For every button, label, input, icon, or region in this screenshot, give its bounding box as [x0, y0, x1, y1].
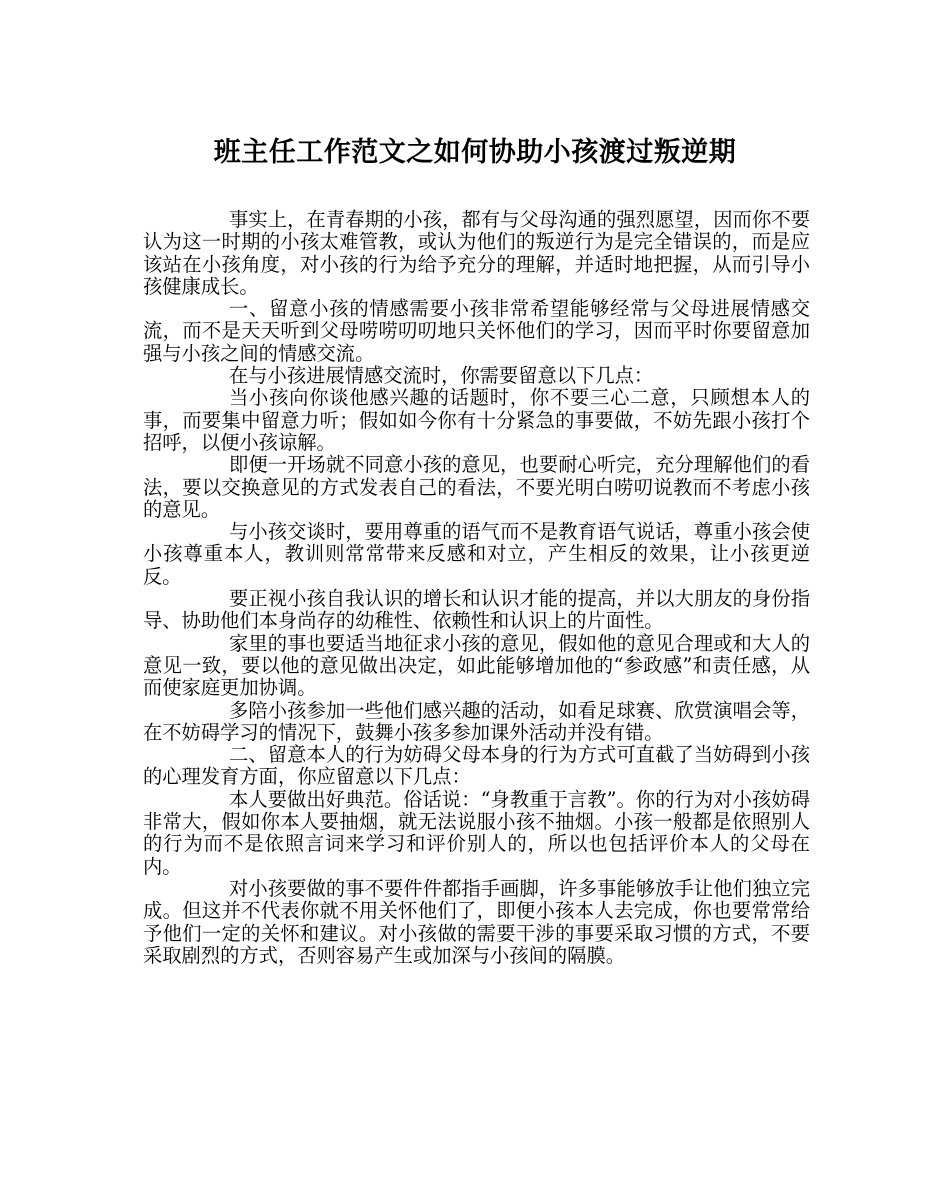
paragraph: 即便一开场就不同意小孩的意见，也要耐心听完，充分理解他们的看法，要以交换意见的方式发表自己的看法，不要光明白唠叨说教而不考虑小孩的意见。 [143, 453, 810, 521]
paragraph: 本人要做出好典范。俗话说：“身教重于言教”。你的行为对小孩妨碍非常大，假如你本人要抽烟，就无法说服小孩不抽烟。小孩一般都是依照别人的行为而不是依照言词来学习和评价别人的，所以也包括评价本人的父母在内。 [143, 787, 810, 878]
document-title: 班主任工作范文之如何协助小孩渡过叛逆期 [213, 137, 737, 168]
paragraph: 家里的事也要适当地征求小孩的意见，假如他的意见合理或和大人的意见一致，要以他的意见做出决定，如此能够增加他的“参政感”和责任感，从而使家庭更加协调。 [143, 631, 810, 700]
paragraph: 多陪小孩参加一些他们感兴趣的活动，如看足球赛、欣赏演唱会等，在不妨碍学习的情况下，鼓舞小孩多参加课外活动并没有错。 [143, 698, 810, 744]
paragraph: 当小孩向你谈他感兴趣的话题时，你不要三心二意，只顾想本人的事，而要集中留意力听；假如如今你有十分紧急的事要做，不妨先跟小孩打个招呼，以便小孩谅解。 [143, 386, 810, 454]
paragraph: 一、留意小孩的情感需要小孩非常希望能够经常与父母进展情感交流，而不是天天听到父母唠唠叨叨地只关怀他们的学习，因而平时你要留意加强与小孩之间的情感交流。 [143, 297, 810, 365]
paragraph: 在与小孩进展情感交流时，你需要留意以下几点： [229, 364, 654, 388]
document-body [143, 209, 810, 967]
paragraph: 要正视小孩自我认识的增长和认识才能的提高，并以大朋友的身份指导、协助他们本身尚存的幼稚性、依赖性和认识上的片面性。 [143, 587, 810, 633]
paragraph: 对小孩要做的事不要件件都指手画脚，许多事能够放手让他们独立完成。但这并不代表你就不用关怀他们了，即便小孩本人去完成，你也要常常给予他们一定的关怀和建议。对小孩做的需要干涉的事要采取习惯的方式，不要采取剧烈的方式，否则容易产生或加深与小孩间的隔膜。 [143, 876, 810, 967]
paragraph: 二、留意本人的行为妨碍父母本身的行为方式可直截了当妨碍到小孩的心理发育方面，你应留意以下几点： [143, 743, 810, 789]
paragraph: 事实上，在青春期的小孩，都有与父母沟通的强烈愿望，因而你不要认为这一时期的小孩太难管教，或认为他们的叛逆行为是完全错误的，而是应该站在小孩角度，对小孩的行为给予充分的理解，并适时地把握，从而引导小孩健康成长。 [143, 208, 810, 298]
paragraph: 与小孩交谈时，要用尊重的语气而不是教育语气说话，尊重小孩会使小孩尊重本人，教训则常常带来反感和对立，产生相反的效果，让小孩更逆反。 [143, 520, 810, 588]
